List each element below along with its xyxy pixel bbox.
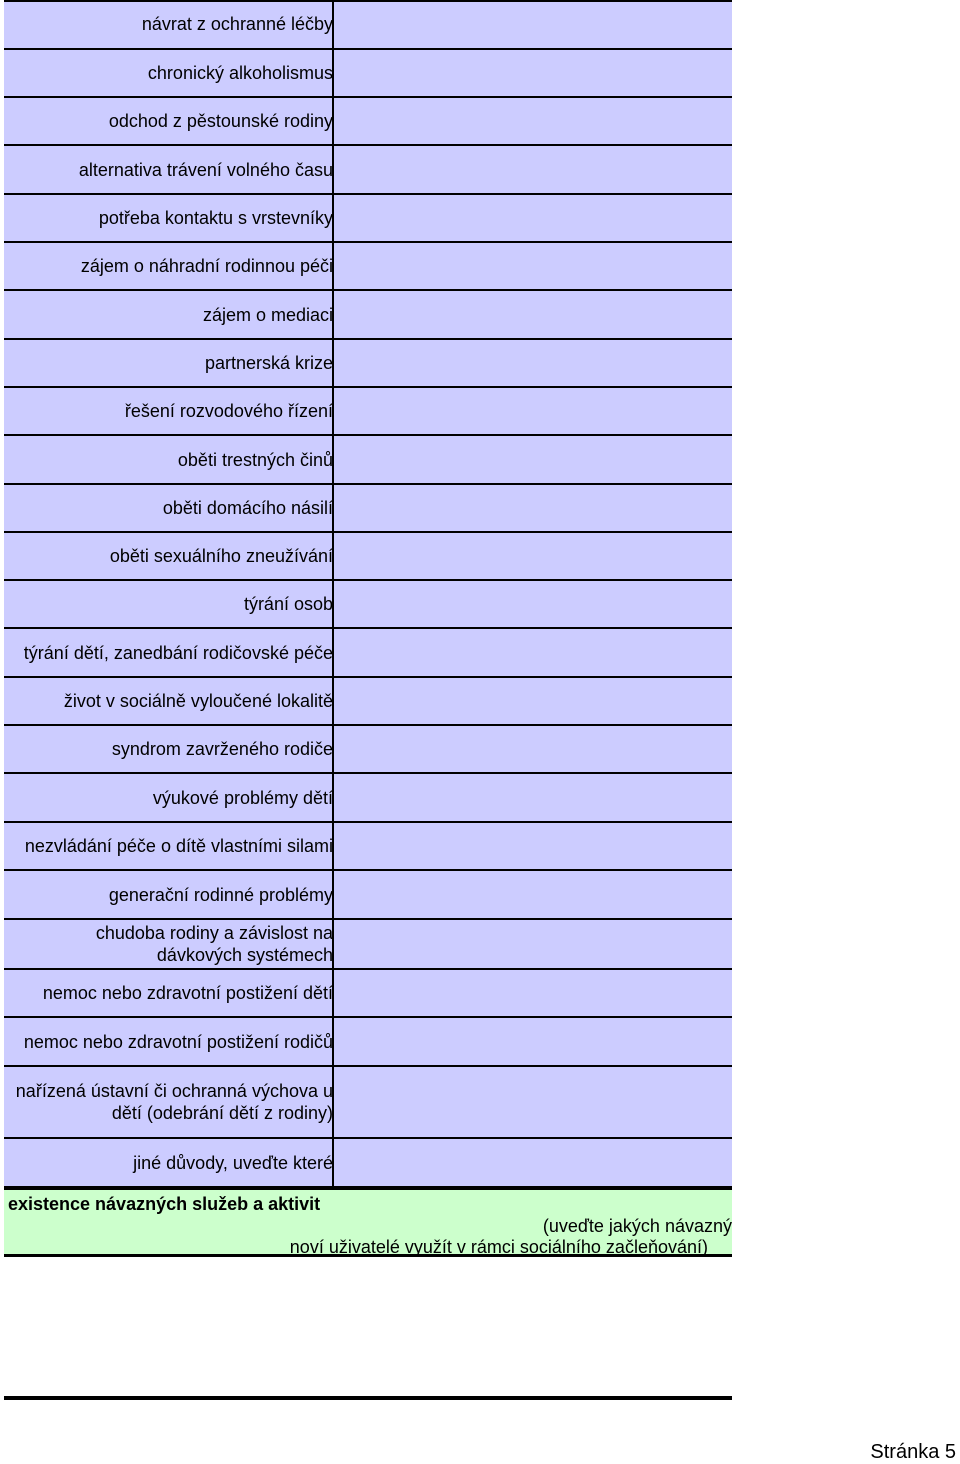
row-label: nařízená ústavní či ochranná výchova u dětí (odebrání dětí z rodiny) [15,1081,333,1123]
row-label-cell [4,98,334,146]
row-label-cell [4,291,334,340]
table-top-border [4,0,732,2]
row-value-cell[interactable] [334,0,732,50]
row-label-cell [4,388,334,436]
row-label: oběti trestných činů [177,449,333,470]
table-row [4,1018,732,1067]
row-label: návrat z ochranné léčby [141,14,333,34]
table-row [4,533,732,581]
row-label: chudoba rodiny a závislost na dávkových systémech [95,923,333,965]
table-row [4,1139,732,1188]
row-label-cell [4,920,334,970]
section-instruction-line-1: (uveďte jakých návazný [542,1216,732,1236]
table-row [4,98,732,146]
row-label: nezvládání péče o dítě vlastními silami [24,836,333,856]
row-label: oběti domácího násilí [162,498,333,518]
row-label-cell [4,726,334,774]
row-value-cell[interactable] [334,678,732,726]
row-value-cell[interactable] [334,1018,732,1067]
row-label: partnerská krize [204,353,333,373]
table-row [4,581,732,629]
section-instruction-line-2: noví uživatelé využít v rámci sociálního začleňování) [289,1237,708,1257]
row-value-cell[interactable] [334,388,732,436]
row-value-cell[interactable] [334,1139,732,1188]
row-label-cell [4,146,334,195]
table-row [4,485,732,533]
table-row [4,920,732,970]
row-label-cell [4,243,334,291]
row-label-cell [4,678,334,726]
row-label: nemoc nebo zdravotní postižení rodičů [23,1031,333,1052]
row-label: generační rodinné problémy [108,884,333,905]
row-value-cell[interactable] [334,970,732,1018]
row-value-cell[interactable] [334,629,732,678]
row-value-cell[interactable] [334,291,732,340]
row-label: výukové problémy dětí [152,787,333,808]
row-label-cell [4,1067,334,1139]
row-label: oběti sexuálního zneužívání [109,546,333,566]
row-value-cell[interactable] [334,485,732,533]
section-title: existence návazných služeb a aktivit [8,1194,321,1214]
table-row [4,823,732,871]
table-row [4,726,732,774]
table-row [4,243,732,291]
table-row [4,629,732,678]
row-label-cell [4,970,334,1018]
row-value-cell[interactable] [334,581,732,629]
table-row [4,1067,732,1139]
row-value-cell[interactable] [334,823,732,871]
row-value-cell[interactable] [334,920,732,970]
table-row [4,146,732,195]
row-value-cell[interactable] [334,98,732,146]
row-label: týrání osob [243,594,333,614]
row-label-cell [4,485,334,533]
row-value-cell[interactable] [334,726,732,774]
row-label: život v sociálně vyloučené lokalitě [63,691,333,711]
row-label: nemoc nebo zdravotní postižení dětí [42,983,333,1003]
table-row [4,388,732,436]
table-row [4,340,732,388]
follow-up-services-input-area[interactable] [4,1257,732,1400]
row-label: zájem o náhradní rodinnou péči [80,256,333,276]
row-label-cell [4,629,334,678]
row-value-cell[interactable] [334,774,732,823]
row-label: potřeba kontaktu s vrstevníky [98,208,333,228]
row-value-cell[interactable] [334,50,732,98]
row-value-cell[interactable] [334,1067,732,1139]
page-number: Stránka 5 [870,1441,956,1463]
row-label-cell [4,533,334,581]
table-row [4,436,732,485]
table-row [4,291,732,340]
row-value-cell[interactable] [334,195,732,243]
row-label: řešení rozvodového řízení [124,401,333,421]
row-label: jiné důvody, uveďte které [133,1152,333,1173]
row-value-cell[interactable] [334,871,732,920]
row-label-cell [4,871,334,920]
row-label-cell [4,581,334,629]
row-label: odchod z pěstounské rodiny [108,111,333,131]
row-label-cell [4,436,334,485]
table-row [4,774,732,823]
row-value-cell[interactable] [334,533,732,581]
row-value-cell[interactable] [334,340,732,388]
row-label: zájem o mediaci [202,304,333,325]
table-row [4,0,732,50]
row-value-cell[interactable] [334,436,732,485]
row-label-cell [4,195,334,243]
row-value-cell[interactable] [334,243,732,291]
table-row [4,195,732,243]
table-row [4,970,732,1018]
table-row [4,871,732,920]
row-label: alternativa trávení volného času [78,159,333,180]
row-label: syndrom zavrženého rodiče [111,739,333,759]
follow-up-services-section [4,1188,732,1257]
row-label-cell [4,50,334,98]
row-label-cell [4,1018,334,1067]
row-label-cell [4,823,334,871]
table-row [4,678,732,726]
row-label-cell [4,1139,334,1188]
row-label-cell [4,0,334,50]
table-row [4,50,732,98]
row-label: týrání dětí, zanedbání rodičovské péče [23,642,333,663]
row-label-cell [4,774,334,823]
row-value-cell[interactable] [334,146,732,195]
row-label-cell [4,340,334,388]
row-label: chronický alkoholismus [147,63,333,83]
